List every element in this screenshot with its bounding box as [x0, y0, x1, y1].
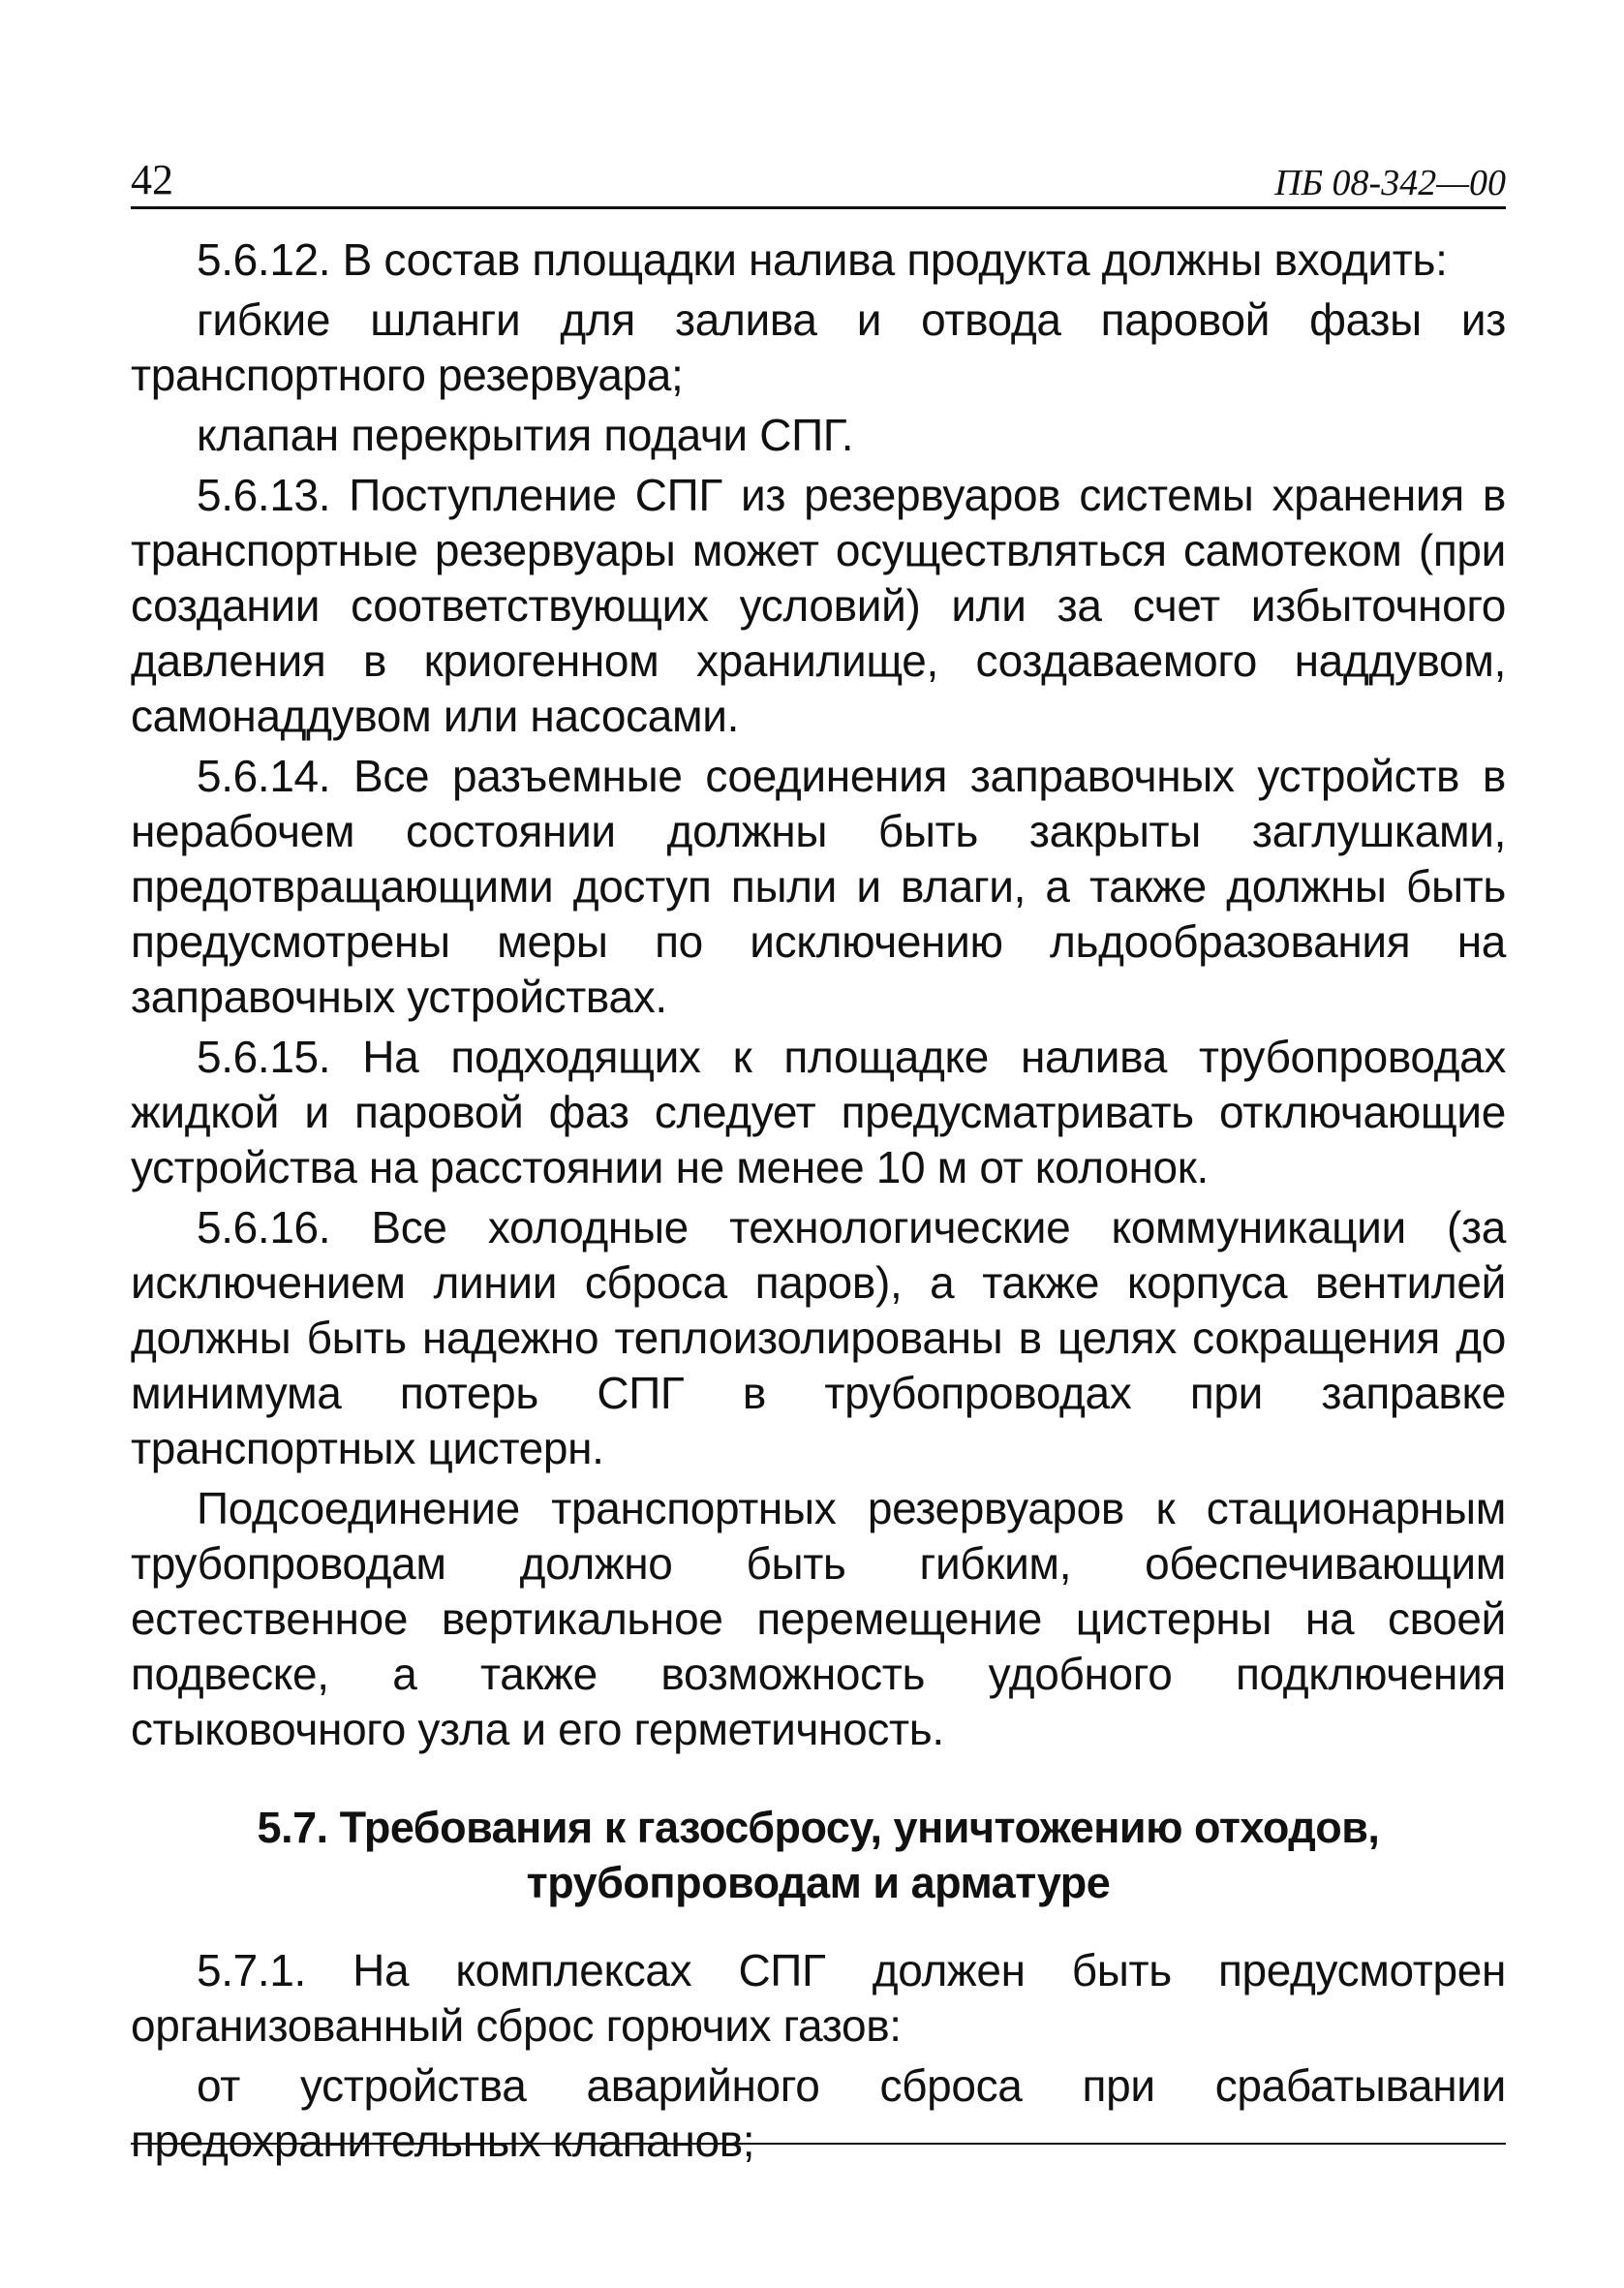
paragraph-5-6-12: 5.6.12. В состав площадки налива продукта должны входить: [197, 234, 1448, 285]
paragraph-hoses: гибкие шланги для залива и отвода паровой фазы из транспортного резервуара; [131, 294, 1506, 400]
running-header [131, 145, 1506, 209]
paragraph-5-6-15: 5.6.15. На подходящих к площадке налива трубопроводах жидкой и паровой фаз следует предусматривать отключающие устройства на расстоянии не менее 10 м от колонок. [131, 1032, 1506, 1192]
paragraph-5-7-1: 5.7.1. На комплексах СПГ должен быть предусмотрен организованный сброс горючих газов: [131, 1945, 1506, 2051]
section-heading-line-2: трубопроводам и арматуре [526, 1858, 1111, 1907]
page-body [131, 232, 1506, 2169]
paragraph-emergency-relief: от устройства аварийного сброса при срабатывании предохранительных клапанов; [131, 2060, 1506, 2166]
page-number: 42 [131, 156, 173, 203]
section-heading-line-1: 5.7. Требования к газосбросу, уничтожению отходов, [257, 1803, 1380, 1852]
paragraph-valve: клапан перекрытия подачи СПГ. [197, 410, 854, 460]
paragraph-connection: Подсоединение транспортных резервуаров к стационарным трубопроводам должно быть гибким, обеспечивающим естественное вертикальное перемещение цистерны на своей подвеске, а также возможность удобного подключения стыковочного узла и его герметичность. [131, 1483, 1506, 1754]
document-code: ПБ 08-342—00 [1274, 163, 1506, 203]
section-heading-5-7 [131, 1800, 1506, 1910]
paragraph-5-6-13: 5.6.13. Поступление СПГ из резервуаров системы хранения в транспортные резервуары может осуществляться самотеком (при создании соответствующих условий) или за счет избыточного давления в криогенном хранилище, создаваемого наддувом, самонаддувом или насосами. [131, 470, 1506, 741]
paragraph-5-6-16: 5.6.16. Все холодные технологические коммуникации (за исключением линии сброса паров), а также корпуса вентилей должны быть надежно теплоизолированы в целях сокращения до минимума потерь СПГ в трубопроводах при заправке транспортных цистерн. [131, 1202, 1506, 1473]
header-rule [131, 206, 1506, 209]
footer-rule [131, 2143, 1506, 2145]
paragraph-5-6-14: 5.6.14. Все разъемные соединения заправочных устройств в нерабочем состоянии должны быть закрыты заглушками, предотвращающими доступ пыли и влаги, а также должны быть предусмотрены меры по исключению льдообразования на заправочных устройствах. [131, 751, 1506, 1022]
